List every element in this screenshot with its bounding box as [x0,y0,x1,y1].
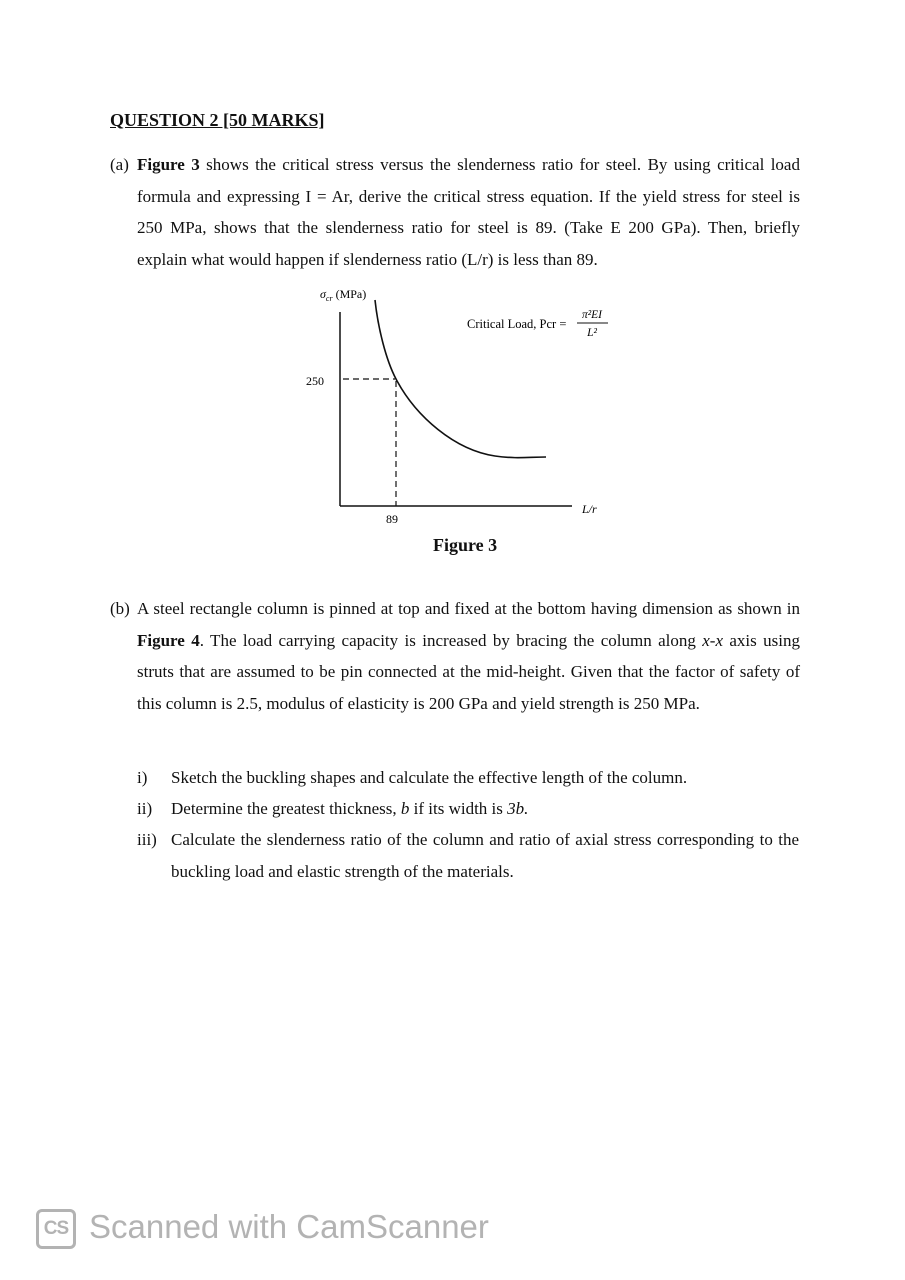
critical-load-annotation: Critical Load, Pcr = [467,317,567,331]
part-b-text-1: A steel rectangle column is pinned at top and fixed at the bottom having dimension as shown in [137,599,800,618]
y-axis-label: $\sigma_{cr}$ (MPa) [320,287,367,303]
sub-item-1-marker: i) [137,768,148,787]
variable-b: b [400,799,410,818]
part-b-marker: (b) [110,599,130,618]
figure-3-reference: Figure 3 [137,155,200,174]
part-b-text-3: axis using struts that are assumed to be pin connected at the mid-height. Given that the factor of safety of this column is 2.5, modulus of elasticity is 200 GPa and yield strength is 250 MPa. [137,630,800,713]
formula-denominator: L² [587,327,597,339]
part-b-text [137,593,800,719]
figure-4-reference: Figure 4 [137,630,200,650]
figure-3-caption: Figure 3 [433,535,498,555]
axis-name: x-x [702,630,723,650]
variable-3b: 3b. [507,799,529,818]
part-b-text-2: . The load carrying capacity is increased by bracing the column along [199,630,703,650]
part-a [110,149,800,275]
x-tick-label-89: 89 [386,512,398,526]
sub-item-1-text: Sketch the buckling shapes and calculate the effective length of the column. [171,768,688,787]
chart-svg [290,282,630,532]
sub-item-1 [137,762,799,794]
figure-3-chart [290,282,630,532]
sub-item-2-marker: ii) [137,799,153,818]
formula-numerator: π²EI [581,309,603,321]
sub-item-2 [137,793,799,825]
part-a-marker: (a) [110,155,129,174]
sub-item-2-text-before: Determine the greatest thickness, [171,799,401,818]
sub-item-3-marker: iii) [137,830,157,849]
y-tick-label-250: 250 [306,374,324,388]
sub-item-2-text [171,793,799,825]
watermark-text: Scanned with CamScanner [89,1208,489,1245]
camscanner-logo-icon: CS [36,1209,76,1249]
sub-item-3-text: Calculate the slenderness ratio of the column and ratio of axial stress corresponding to the buckling load and elastic strength of the materials. [171,830,799,881]
part-b [110,593,800,719]
question-heading: QUESTION 2 [50 MARKS] [110,110,325,130]
sub-item-3 [137,824,799,887]
sub-item-2-text-middle: if its width is [409,799,508,818]
part-a-text [137,149,800,275]
part-a-body: shows the critical stress versus the slenderness ratio for steel. By using critical load formula and expressing I = Ar, derive the critical stress equation. If the yield stress for steel is 250 MPa, shows that the slenderness ratio for steel is 89. (Take E 200 GPa). Then, briefly explain what would happen if slenderness ratio (L/r) is less than 89. [137,155,800,269]
x-axis-label: L/r [582,502,597,516]
